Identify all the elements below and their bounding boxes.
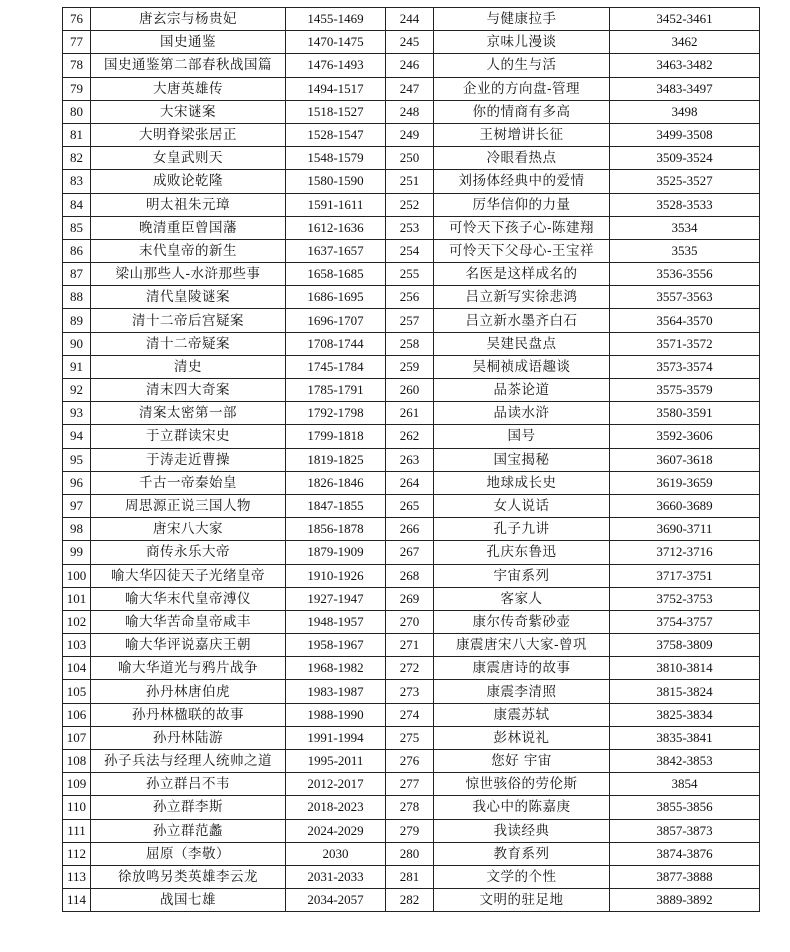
range-left: 1745-1784 [286, 355, 386, 378]
row-number-right: 265 [386, 494, 434, 517]
table-row [63, 309, 760, 332]
range-right: 3752-3753 [610, 587, 760, 610]
title-right: 你的情商有多高 [434, 100, 610, 123]
range-left: 1470-1475 [286, 31, 386, 54]
row-number-right: 271 [386, 634, 434, 657]
range-right: 3690-3711 [610, 518, 760, 541]
title-left: 千古一帝秦始皇 [91, 471, 286, 494]
table-row [63, 750, 760, 773]
row-number-left: 77 [63, 31, 91, 54]
row-number-left: 76 [63, 8, 91, 31]
table-row [63, 587, 760, 610]
title-right: 吕立新写实徐悲鸿 [434, 286, 610, 309]
row-number-left: 104 [63, 657, 91, 680]
row-number-left: 95 [63, 448, 91, 471]
range-left: 1879-1909 [286, 541, 386, 564]
row-number-left: 102 [63, 610, 91, 633]
table-row [63, 796, 760, 819]
row-number-right: 261 [386, 402, 434, 425]
row-number-left: 103 [63, 634, 91, 657]
title-right: 吕立新水墨齐白石 [434, 309, 610, 332]
row-number-left: 87 [63, 263, 91, 286]
row-number-right: 259 [386, 355, 434, 378]
title-right: 刘扬体经典中的爱情 [434, 170, 610, 193]
title-left: 喻大华囚徒天子光绪皇帝 [91, 564, 286, 587]
range-right: 3557-3563 [610, 286, 760, 309]
range-right: 3534 [610, 216, 760, 239]
table-row [63, 379, 760, 402]
title-right: 国号 [434, 425, 610, 448]
row-number-right: 273 [386, 680, 434, 703]
row-number-left: 79 [63, 77, 91, 100]
range-left: 1847-1855 [286, 494, 386, 517]
range-right: 3712-3716 [610, 541, 760, 564]
row-number-left: 81 [63, 123, 91, 146]
range-right: 3499-3508 [610, 123, 760, 146]
row-number-right: 267 [386, 541, 434, 564]
title-right: 文学的个性 [434, 865, 610, 888]
range-left: 1995-2011 [286, 750, 386, 773]
table-row [63, 657, 760, 680]
row-number-right: 253 [386, 216, 434, 239]
range-right: 3573-3574 [610, 355, 760, 378]
table-row [63, 773, 760, 796]
row-number-right: 277 [386, 773, 434, 796]
range-left: 1686-1695 [286, 286, 386, 309]
title-left: 周思源正说三国人物 [91, 494, 286, 517]
table-row [63, 680, 760, 703]
table-row [63, 170, 760, 193]
title-right: 客家人 [434, 587, 610, 610]
range-left: 2034-2057 [286, 889, 386, 912]
range-left: 1548-1579 [286, 147, 386, 170]
range-left: 1658-1685 [286, 263, 386, 286]
row-number-right: 272 [386, 657, 434, 680]
table-row [63, 471, 760, 494]
title-right: 您好 宇宙 [434, 750, 610, 773]
row-number-left: 85 [63, 216, 91, 239]
table-row [63, 355, 760, 378]
table-row [63, 193, 760, 216]
range-left: 2012-2017 [286, 773, 386, 796]
title-left: 于立群读宋史 [91, 425, 286, 448]
title-left: 孙子兵法与经理人统帅之道 [91, 750, 286, 773]
title-left: 徐放鸣另类英雄李云龙 [91, 865, 286, 888]
table-row [63, 31, 760, 54]
row-number-left: 113 [63, 865, 91, 888]
row-number-right: 250 [386, 147, 434, 170]
title-left: 喻大华苦命皇帝咸丰 [91, 610, 286, 633]
row-number-left: 92 [63, 379, 91, 402]
range-right: 3754-3757 [610, 610, 760, 633]
range-left: 1910-1926 [286, 564, 386, 587]
table-row [63, 564, 760, 587]
title-left: 于涛走近曹操 [91, 448, 286, 471]
range-right: 3619-3659 [610, 471, 760, 494]
title-right: 康震李清照 [434, 680, 610, 703]
range-left: 1476-1493 [286, 54, 386, 77]
title-left: 喻大华末代皇帝溥仪 [91, 587, 286, 610]
range-left: 1958-1967 [286, 634, 386, 657]
title-right: 宇宙系列 [434, 564, 610, 587]
title-right: 吴桐祯成语趣谈 [434, 355, 610, 378]
range-left: 1528-1547 [286, 123, 386, 146]
range-left: 1494-1517 [286, 77, 386, 100]
row-number-left: 101 [63, 587, 91, 610]
range-right: 3564-3570 [610, 309, 760, 332]
row-number-left: 100 [63, 564, 91, 587]
range-left: 1580-1590 [286, 170, 386, 193]
table-row [63, 889, 760, 912]
range-left: 1455-1469 [286, 8, 386, 31]
row-number-left: 86 [63, 239, 91, 262]
row-number-right: 245 [386, 31, 434, 54]
row-number-right: 266 [386, 518, 434, 541]
table-row [63, 610, 760, 633]
row-number-right: 279 [386, 819, 434, 842]
range-left: 1826-1846 [286, 471, 386, 494]
range-left: 1792-1798 [286, 402, 386, 425]
title-right: 企业的方向盘-管理 [434, 77, 610, 100]
table-row [63, 448, 760, 471]
table-row [63, 286, 760, 309]
range-right: 3571-3572 [610, 332, 760, 355]
title-left: 末代皇帝的新生 [91, 239, 286, 262]
title-right: 文明的驻足地 [434, 889, 610, 912]
table-row [63, 494, 760, 517]
title-left: 唐玄宗与杨贵妃 [91, 8, 286, 31]
catalog-table-body [63, 8, 760, 912]
table-row [63, 8, 760, 31]
title-right: 我读经典 [434, 819, 610, 842]
row-number-right: 268 [386, 564, 434, 587]
title-right: 吴建民盘点 [434, 332, 610, 355]
range-right: 3842-3853 [610, 750, 760, 773]
row-number-right: 262 [386, 425, 434, 448]
range-right: 3889-3892 [610, 889, 760, 912]
title-left: 孙立群吕不韦 [91, 773, 286, 796]
row-number-left: 96 [63, 471, 91, 494]
title-right: 康震唐诗的故事 [434, 657, 610, 680]
title-right: 王树增讲长征 [434, 123, 610, 146]
row-number-left: 88 [63, 286, 91, 309]
title-right: 康尔传奇紫砂壶 [434, 610, 610, 633]
range-left: 1856-1878 [286, 518, 386, 541]
row-number-left: 91 [63, 355, 91, 378]
range-left: 1518-1527 [286, 100, 386, 123]
row-number-right: 282 [386, 889, 434, 912]
row-number-right: 247 [386, 77, 434, 100]
title-left: 大宋谜案 [91, 100, 286, 123]
row-number-left: 89 [63, 309, 91, 332]
row-number-left: 84 [63, 193, 91, 216]
range-right: 3810-3814 [610, 657, 760, 680]
row-number-left: 112 [63, 842, 91, 865]
range-right: 3874-3876 [610, 842, 760, 865]
row-number-left: 108 [63, 750, 91, 773]
range-right: 3855-3856 [610, 796, 760, 819]
range-left: 1696-1707 [286, 309, 386, 332]
title-left: 梁山那些人-水浒那些事 [91, 263, 286, 286]
table-row [63, 703, 760, 726]
range-right: 3509-3524 [610, 147, 760, 170]
range-left: 1819-1825 [286, 448, 386, 471]
row-number-left: 107 [63, 726, 91, 749]
range-left: 1799-1818 [286, 425, 386, 448]
title-right: 可怜天下孩子心-陈建翔 [434, 216, 610, 239]
row-number-right: 263 [386, 448, 434, 471]
title-right: 孔子九讲 [434, 518, 610, 541]
range-right: 3854 [610, 773, 760, 796]
range-right: 3660-3689 [610, 494, 760, 517]
title-left: 商传永乐大帝 [91, 541, 286, 564]
row-number-right: 269 [386, 587, 434, 610]
row-number-right: 249 [386, 123, 434, 146]
title-right: 京味儿漫谈 [434, 31, 610, 54]
title-left: 清十二帝疑案 [91, 332, 286, 355]
title-left: 大明脊梁张居正 [91, 123, 286, 146]
range-left: 1612-1636 [286, 216, 386, 239]
table-row [63, 239, 760, 262]
table-row [63, 865, 760, 888]
title-left: 女皇武则天 [91, 147, 286, 170]
title-left: 清末四大奇案 [91, 379, 286, 402]
row-number-left: 114 [63, 889, 91, 912]
row-number-right: 276 [386, 750, 434, 773]
range-left: 1983-1987 [286, 680, 386, 703]
range-right: 3528-3533 [610, 193, 760, 216]
title-right: 冷眼看热点 [434, 147, 610, 170]
row-number-right: 254 [386, 239, 434, 262]
range-left: 1785-1791 [286, 379, 386, 402]
row-number-left: 93 [63, 402, 91, 425]
row-number-right: 251 [386, 170, 434, 193]
range-left: 2018-2023 [286, 796, 386, 819]
catalog-table [62, 7, 760, 912]
table-row [63, 425, 760, 448]
range-right: 3452-3461 [610, 8, 760, 31]
title-left: 唐宋八大家 [91, 518, 286, 541]
title-left: 国史通鉴第二部春秋战国篇 [91, 54, 286, 77]
row-number-right: 257 [386, 309, 434, 332]
table-row [63, 77, 760, 100]
title-right: 可怜天下父母心-王宝祥 [434, 239, 610, 262]
range-right: 3835-3841 [610, 726, 760, 749]
title-right: 女人说话 [434, 494, 610, 517]
table-row [63, 634, 760, 657]
row-number-right: 255 [386, 263, 434, 286]
row-number-right: 281 [386, 865, 434, 888]
title-right: 品读水浒 [434, 402, 610, 425]
title-right: 康震唐宋八大家-曾巩 [434, 634, 610, 657]
title-left: 清十二帝后宫疑案 [91, 309, 286, 332]
range-right: 3825-3834 [610, 703, 760, 726]
range-right: 3462 [610, 31, 760, 54]
range-right: 3717-3751 [610, 564, 760, 587]
title-left: 清代皇陵谜案 [91, 286, 286, 309]
range-left: 2030 [286, 842, 386, 865]
range-left: 2031-2033 [286, 865, 386, 888]
row-number-right: 280 [386, 842, 434, 865]
title-left: 战国七雄 [91, 889, 286, 912]
row-number-left: 80 [63, 100, 91, 123]
title-left: 孙立群李斯 [91, 796, 286, 819]
title-left: 国史通鉴 [91, 31, 286, 54]
title-left: 喻大华道光与鸦片战争 [91, 657, 286, 680]
title-left: 大唐英雄传 [91, 77, 286, 100]
range-left: 1948-1957 [286, 610, 386, 633]
title-right: 康震苏轼 [434, 703, 610, 726]
table-row [63, 100, 760, 123]
row-number-left: 99 [63, 541, 91, 564]
range-left: 1968-1982 [286, 657, 386, 680]
title-left: 清案太密第一部 [91, 402, 286, 425]
title-right: 孔庆东鲁迅 [434, 541, 610, 564]
row-number-left: 78 [63, 54, 91, 77]
table-row [63, 541, 760, 564]
table-row [63, 123, 760, 146]
table-row [63, 216, 760, 239]
table-row [63, 518, 760, 541]
range-right: 3815-3824 [610, 680, 760, 703]
range-left: 1991-1994 [286, 726, 386, 749]
table-row [63, 819, 760, 842]
table-row [63, 726, 760, 749]
range-right: 3592-3606 [610, 425, 760, 448]
range-left: 1637-1657 [286, 239, 386, 262]
range-right: 3536-3556 [610, 263, 760, 286]
range-right: 3758-3809 [610, 634, 760, 657]
table-row [63, 332, 760, 355]
row-number-left: 98 [63, 518, 91, 541]
range-left: 2024-2029 [286, 819, 386, 842]
range-right: 3580-3591 [610, 402, 760, 425]
title-left: 清史 [91, 355, 286, 378]
title-right: 厉华信仰的力量 [434, 193, 610, 216]
title-right: 人的生与活 [434, 54, 610, 77]
range-right: 3535 [610, 239, 760, 262]
row-number-right: 260 [386, 379, 434, 402]
table-row [63, 147, 760, 170]
title-left: 孙丹林唐伯虎 [91, 680, 286, 703]
table-row [63, 263, 760, 286]
row-number-right: 252 [386, 193, 434, 216]
title-left: 喻大华评说嘉庆王朝 [91, 634, 286, 657]
range-right: 3607-3618 [610, 448, 760, 471]
title-right: 惊世骇俗的劳伦斯 [434, 773, 610, 796]
row-number-left: 110 [63, 796, 91, 819]
row-number-left: 82 [63, 147, 91, 170]
row-number-left: 83 [63, 170, 91, 193]
row-number-right: 275 [386, 726, 434, 749]
row-number-right: 246 [386, 54, 434, 77]
range-right: 3463-3482 [610, 54, 760, 77]
range-left: 1708-1744 [286, 332, 386, 355]
row-number-left: 106 [63, 703, 91, 726]
title-right: 名医是这样成名的 [434, 263, 610, 286]
range-right: 3857-3873 [610, 819, 760, 842]
title-right: 教育系列 [434, 842, 610, 865]
title-left: 明太祖朱元璋 [91, 193, 286, 216]
row-number-right: 248 [386, 100, 434, 123]
title-left: 晚清重臣曾国藩 [91, 216, 286, 239]
range-right: 3525-3527 [610, 170, 760, 193]
row-number-left: 90 [63, 332, 91, 355]
range-right: 3877-3888 [610, 865, 760, 888]
title-right: 地球成长史 [434, 471, 610, 494]
row-number-right: 256 [386, 286, 434, 309]
title-right: 品茶论道 [434, 379, 610, 402]
range-right: 3498 [610, 100, 760, 123]
row-number-left: 111 [63, 819, 91, 842]
table-row [63, 402, 760, 425]
title-left: 孙丹林楹联的故事 [91, 703, 286, 726]
row-number-left: 109 [63, 773, 91, 796]
title-left: 孙丹林陆游 [91, 726, 286, 749]
title-left: 孙立群范蠡 [91, 819, 286, 842]
range-left: 1591-1611 [286, 193, 386, 216]
range-left: 1927-1947 [286, 587, 386, 610]
title-right: 与健康拉手 [434, 8, 610, 31]
range-right: 3483-3497 [610, 77, 760, 100]
title-right: 彭林说礼 [434, 726, 610, 749]
row-number-left: 105 [63, 680, 91, 703]
title-left: 成败论乾隆 [91, 170, 286, 193]
row-number-right: 274 [386, 703, 434, 726]
row-number-left: 94 [63, 425, 91, 448]
range-right: 3575-3579 [610, 379, 760, 402]
row-number-right: 264 [386, 471, 434, 494]
title-right: 我心中的陈嘉庚 [434, 796, 610, 819]
title-right: 国宝揭秘 [434, 448, 610, 471]
row-number-right: 270 [386, 610, 434, 633]
table-row [63, 842, 760, 865]
row-number-left: 97 [63, 494, 91, 517]
row-number-right: 244 [386, 8, 434, 31]
title-left: 屈原（李敬） [91, 842, 286, 865]
range-left: 1988-1990 [286, 703, 386, 726]
row-number-right: 258 [386, 332, 434, 355]
row-number-right: 278 [386, 796, 434, 819]
table-row [63, 54, 760, 77]
